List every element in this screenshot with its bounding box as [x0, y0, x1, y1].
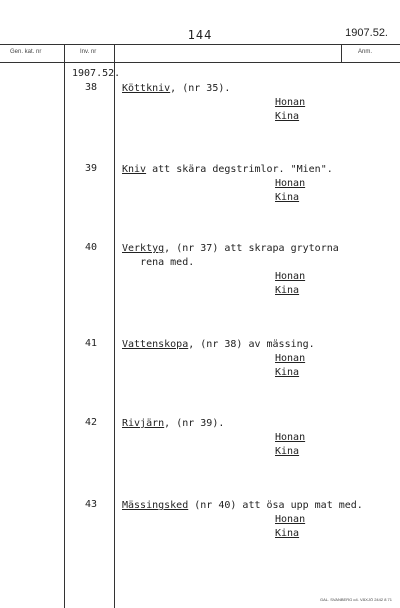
origin [275, 431, 305, 459]
entry-description [122, 242, 342, 270]
object-details: , (nr 35). [170, 83, 231, 94]
printer-imprint: GAL. SVANBERG o4. VÄXJÖ 2442 8 71 [320, 597, 392, 602]
inventory-number: 43 [85, 499, 98, 510]
inventory-number: 38 [85, 82, 98, 93]
origin-region: Honan [275, 514, 306, 525]
catalog-entry [0, 82, 400, 142]
object-name: Kniv [122, 164, 147, 175]
origin [275, 177, 305, 205]
origin-region: Honan [275, 271, 306, 282]
origin [275, 270, 305, 298]
catalog-entry [0, 417, 400, 477]
origin-country: Kina [275, 446, 300, 457]
header-top-rule [0, 44, 400, 45]
entry-description [122, 82, 342, 96]
catalog-entry [0, 242, 400, 302]
origin-country: Kina [275, 367, 300, 378]
year-header: 1907.52. [345, 27, 388, 39]
entry-description [122, 338, 342, 352]
inventory-number: 40 [85, 242, 98, 253]
entry-description [122, 499, 382, 513]
origin [275, 513, 305, 541]
catalog-entry [0, 338, 400, 398]
origin [275, 96, 305, 124]
object-details: , (nr 38) av mässing. [188, 339, 315, 350]
inventory-number: 42 [85, 417, 98, 428]
origin-region: Honan [275, 432, 306, 443]
column-header-inv-nr: Inv. nr [80, 49, 97, 55]
header-bottom-rule [0, 62, 400, 63]
inventory-number: 41 [85, 338, 98, 349]
origin-country: Kina [275, 528, 300, 539]
object-details: , (nr 39). [164, 418, 225, 429]
catalog-entry [0, 163, 400, 223]
catalog-entry [0, 499, 400, 559]
origin-country: Kina [275, 111, 300, 122]
inventory-number: 39 [85, 163, 98, 174]
object-details: (nr 40) att ösa upp mat med. [188, 500, 363, 511]
year-entry: 1907.52. [72, 68, 121, 79]
entry-description [122, 417, 342, 431]
object-details: att skära degstrimlor. "Mien". [146, 164, 333, 175]
origin-region: Honan [275, 178, 306, 189]
origin [275, 352, 305, 380]
origin-country: Kina [275, 192, 300, 203]
column-header-gen-kat-nr: Gen. kat. nr [10, 49, 42, 55]
origin-region: Honan [275, 353, 306, 364]
object-name: Rivjärn [122, 418, 165, 429]
object-name: Vattenskopa [122, 339, 189, 350]
object-details: , (nr 37) att skrapa grytorna rena med. [140, 243, 339, 268]
origin-country: Kina [275, 285, 300, 296]
entry-description [122, 163, 342, 177]
column-header-anm: Anm. [358, 49, 373, 55]
object-name: Köttkniv [122, 83, 171, 94]
object-name: Mässingsked [122, 500, 189, 511]
page-number: 144 [187, 28, 213, 42]
origin-region: Honan [275, 97, 306, 108]
object-name: Verktyg [122, 243, 165, 254]
column-divider-desc-anm [341, 44, 342, 62]
